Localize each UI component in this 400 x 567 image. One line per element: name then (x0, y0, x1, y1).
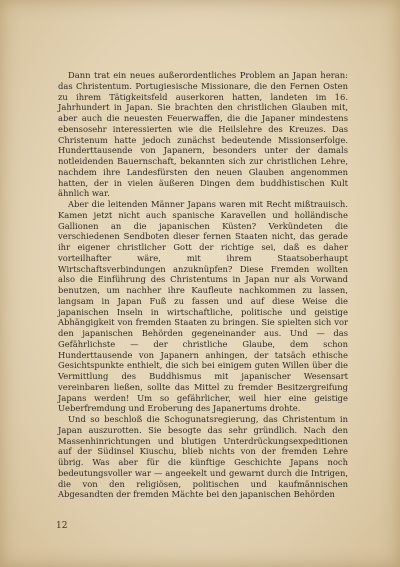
paragraph: Aber die leitenden Männer Japans waren mit Recht mißtrauisch. Kamen jetzt nicht auch spanische Karavellen und holländische Gallionen an die japanischen Küsten? Verkündeten die verschiedenen Sendboten dieser fernen Staaten nicht, das gerade ihr eigener christlicher Gott der richtige sei, daß es daher vorteilhafter wäre, mit ihrem Staatsoberhaupt Wirtschaftsverbindungen anzuknüpfen? Diese Fremden wollten also die Einführung des Christentums in Japan nur als Vorwand benutzen, um nachher ihre Kaufleute nachkommen zu lassen, langsam in Japan Fuß zu fassen und auf diese Weise die japanischen Inseln in wirtschaftliche, politische und geistige Abhängigkeit von fremden Staaten zu bringen. Sie spielten sich vor den japanischen Behörden gegeneinander aus. Und — das Gefährlichste — der christliche Glaube, dem schon Hunderttausende von Japanern anhingen, der tatsäch ethische Gesichtspunkte enthielt, die sich bei einigem guten Willen über die Vermittlung des Buddhismus mit japanischer Wesensart vereinbaren ließen, sollte das Mittel zu fremder Besitzergreifung Japans werden! Um so gefährlicher, weil hier eine geistige Ueberfremdung und Eroberung des Japanertums drohte. (58, 199, 348, 414)
paragraph: Und so beschloß die Schogunatsregierung, das Christentum in Japan auszurotten. Sie besogte das sehr gründlich. Nach den Massenhinrichtungen und blutigen Unterdrückungsexpeditionen auf der Südinsel Kiuschu, blieb nichts von der fremden Lehre übrig. Was aber für die künftige Geschichte Japans noch bedeutungsvoller war — angeekelt und gewarnt durch die Intrigen, die von den religiösen, politischen und kaufmännischen Abgesandten der fremden Mächte bei den japanischen Behörden (58, 414, 348, 500)
paragraph: Dann trat ein neues außerordentliches Problem an Japan heran: das Christentum. Portugiesische Missionare, die den Fernen Osten zu ihrem Tätigkeitsfeld auserkoren hatten, landeten im 16. Jahrhundert in Japan. Sie brachten den christlichen Glauben mit, aber auch die neuesten Feuerwaffen, die die Japaner mindestens ebensosehr interessierten wie die Heilslehre des Kreuzes. Das Christenum hatte jedoch zunächst bedeutende Missionserfolge. Hunderttausende von Japanern, besonders unter der damals notleidenden Bauernschaft, bekannten sich zur christlichen Lehre, nachdem ihre Landesfürsten den neuen Glauben angenommen hatten, der in vielen äußeren Dingen dem buddhistischen Kult ähnlich war. (58, 70, 348, 199)
body-text (58, 70, 348, 500)
page-number: 12 (56, 521, 68, 531)
